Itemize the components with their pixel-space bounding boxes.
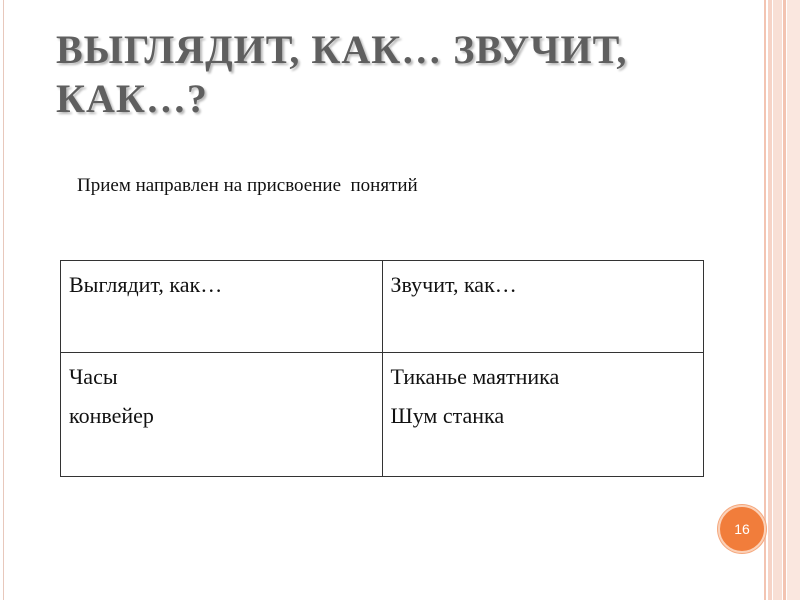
header-looks-like: Выглядит, как… [69,272,223,297]
slide-subtitle: Прием направлен на присвоение понятий [77,175,418,196]
decor-stripe [768,0,772,600]
cell-text: конвейер [69,403,154,428]
slide-title: ВЫГЛЯДИТ, КАК… ЗВУЧИТ, КАК…? [56,27,628,121]
slide-number-badge: 16 [718,505,766,553]
cell-text: Тиканье маятника [390,364,560,389]
decor-stripe [764,0,766,600]
decor-stripe [783,0,786,600]
table-header-cell [382,261,704,353]
table-header-row [61,261,704,353]
comparison-table [60,260,704,477]
cell-text: Часы [69,364,118,389]
table-row [61,353,704,477]
table-cell [382,353,704,477]
table-header-cell [61,261,383,353]
decor-stripe [787,0,800,600]
left-border-line [3,0,4,600]
decor-stripe [773,0,782,600]
header-sounds-like: Звучит, как… [390,272,517,297]
cell-text: Шум станка [390,403,505,428]
table-cell [61,353,383,477]
